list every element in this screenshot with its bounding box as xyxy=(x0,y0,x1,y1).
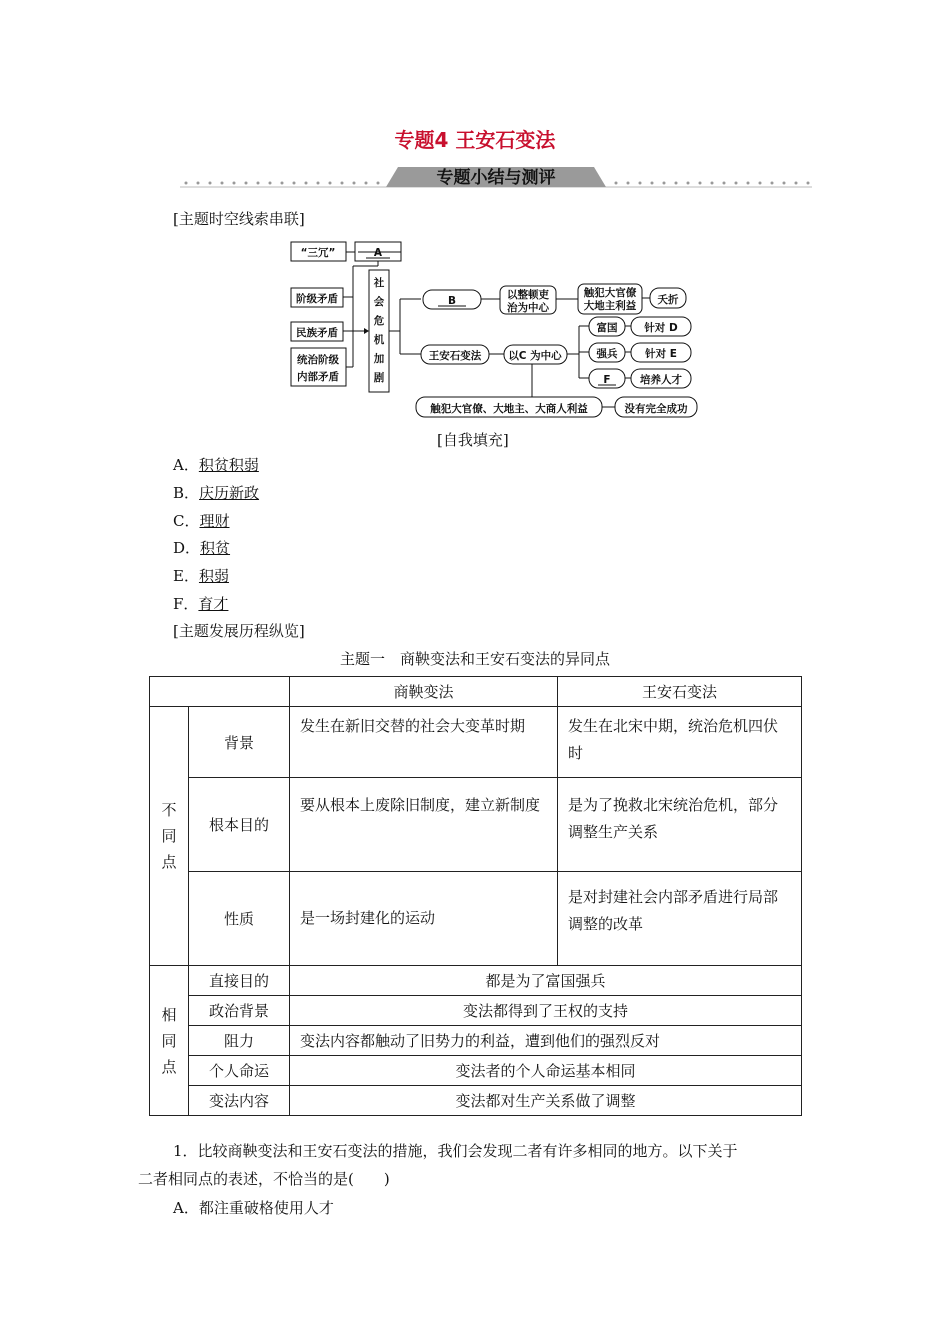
table-row xyxy=(150,778,802,872)
banner-label: 专题小结与测评 xyxy=(436,168,556,188)
table-row xyxy=(150,1056,802,1086)
label-cultivate: 培养人才 xyxy=(640,374,682,386)
label-ruling-1: 统治阶级 xyxy=(297,354,339,366)
label-touch-1: 触犯大官僚 xyxy=(583,287,637,299)
label-admin-1: 以整顿吏 xyxy=(507,289,549,301)
cell-wang: 是为了挽救北宋统治危机，部分调整生产关系 xyxy=(558,778,802,872)
answer-e: E．积弱 xyxy=(173,567,229,585)
header-shang: 商鞅变法 xyxy=(290,677,558,707)
timeline-diagram xyxy=(282,236,707,426)
cell-shang: 是一场封建化的运动 xyxy=(290,872,558,966)
label-aborted: 夭折 xyxy=(657,294,679,306)
row-label: 根本目的 xyxy=(189,778,290,872)
label-san-rong: “三冗” xyxy=(300,247,336,259)
table-row xyxy=(150,1086,802,1116)
row-label: 背景 xyxy=(189,707,290,778)
label-strong: 强兵 xyxy=(596,348,618,360)
label-class-conflict: 阶级矛盾 xyxy=(296,293,338,305)
cell-same: 变法内容都触动了旧势力的利益，遭到他们的强烈反对 xyxy=(290,1026,802,1056)
cell-wang: 发生在北宋中期，统治危机四伏时 xyxy=(558,707,802,778)
label-touch-all: 触犯大官僚、大地主、大商人利益 xyxy=(430,403,588,415)
label-target-e: 针对 E xyxy=(645,348,677,360)
table-header-row xyxy=(150,677,802,707)
crisis-char-5: 加 xyxy=(373,353,385,365)
crisis-char-6: 剧 xyxy=(373,372,385,384)
answer-c: C．理财 xyxy=(173,512,230,530)
question-stem-line1: 1．比较商鞅变法和王安石变法的措施，我们会发现二者有许多相同的地方。以下关于 xyxy=(173,1142,738,1160)
label-ethnic-conflict: 民族矛盾 xyxy=(296,327,338,339)
answer-d: D．积贫 xyxy=(173,539,231,557)
page-title: 专题4 王安石变法 xyxy=(394,128,556,152)
diff-group-label: 不 同 点 xyxy=(150,707,189,966)
row-label: 阻力 xyxy=(189,1026,290,1056)
comparison-table xyxy=(149,676,802,1116)
cell-same: 变法者的个人命运基本相同 xyxy=(290,1056,802,1086)
same-group-label: 相 同 点 xyxy=(150,966,189,1116)
crisis-char-2: 会 xyxy=(373,296,385,308)
question-option-a: A．都注重破格使用人才 xyxy=(173,1199,334,1217)
section-history-heading: [主题发展历程纵览] xyxy=(173,622,305,640)
header-wang: 王安石变法 xyxy=(558,677,802,707)
row-label: 变法内容 xyxy=(189,1086,290,1116)
table-row xyxy=(150,1026,802,1056)
label-f: F xyxy=(603,374,611,386)
cell-same: 变法都得到了王权的支持 xyxy=(290,996,802,1026)
cell-wang: 是对封建社会内部矛盾进行局部调整的改革 xyxy=(558,872,802,966)
cell-shang: 发生在新旧交替的社会大变革时期 xyxy=(290,707,558,778)
table-row xyxy=(150,966,802,996)
crisis-char-1: 社 xyxy=(373,277,385,289)
answer-b: B．庆历新政 xyxy=(173,484,260,502)
cell-same: 都是为了富国强兵 xyxy=(290,966,802,996)
question-stem-line2: 二者相同点的表述，不恰当的是( ) xyxy=(138,1170,390,1188)
label-touch-2: 大地主利益 xyxy=(583,300,637,312)
crisis-char-3: 危 xyxy=(373,315,385,327)
label-ruling-2: 内部矛盾 xyxy=(297,371,339,383)
label-b: B xyxy=(447,295,457,307)
row-label: 政治背景 xyxy=(189,996,290,1026)
label-not-success: 没有完全成功 xyxy=(624,403,688,415)
label-wang-reform: 王安石变法 xyxy=(428,350,482,362)
label-rich: 富国 xyxy=(596,322,618,334)
row-label: 个人命运 xyxy=(189,1056,290,1086)
answer-f: F．育才 xyxy=(173,595,229,613)
section-banner xyxy=(180,163,812,193)
table-row xyxy=(150,996,802,1026)
label-center-c: 以C 为中心 xyxy=(508,350,562,362)
header-blank xyxy=(150,677,290,707)
label-admin-2: 治为中心 xyxy=(507,302,549,314)
self-fill-heading: [自我填充] xyxy=(437,431,509,449)
row-label: 直接目的 xyxy=(189,966,290,996)
answer-a: A．积贫积弱 xyxy=(173,456,259,474)
cell-same: 变法都对生产关系做了调整 xyxy=(290,1086,802,1116)
label-target-d: 针对 D xyxy=(644,322,678,334)
table-caption: 主题一 商鞅变法和王安石变法的异同点 xyxy=(339,650,610,668)
table-row xyxy=(150,707,802,778)
cell-shang: 要从根本上废除旧制度，建立新制度 xyxy=(290,778,558,872)
section-timeline-heading: [主题时空线索串联] xyxy=(173,210,305,228)
row-label: 性质 xyxy=(189,872,290,966)
crisis-char-4: 机 xyxy=(373,334,385,346)
table-row xyxy=(150,872,802,966)
label-a: A xyxy=(373,247,383,259)
